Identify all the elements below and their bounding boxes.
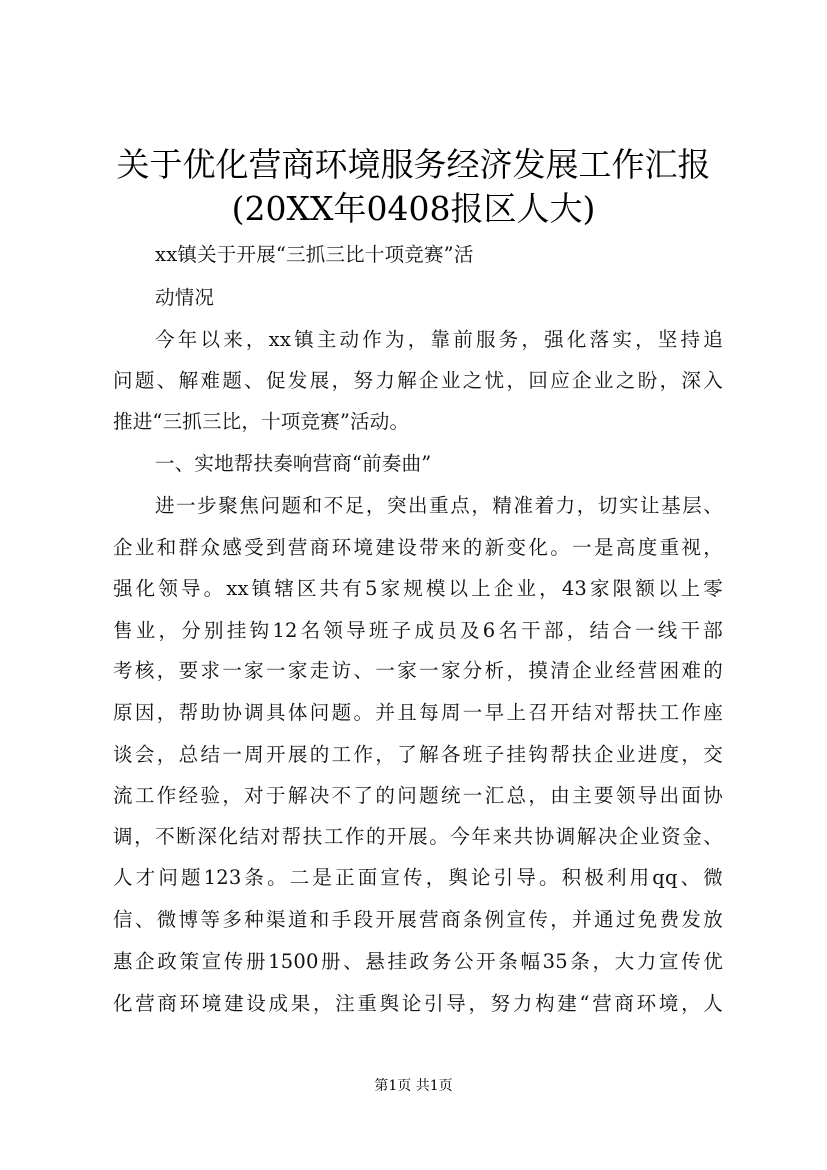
body-line: 今年以来，xx镇主动作为，靠前服务，强化落实，坚持追 (155, 328, 723, 351)
body-line: 企业和群众感受到营商环境建设带来的新变化。一是高度重视， (113, 536, 723, 559)
document-title-line-1: 关于优化营商环境服务经济发展工作汇报 (116, 145, 711, 184)
body-line: 考核，要求一家一家走访、一家一家分析，摸清企业经营困难的 (113, 659, 723, 682)
section-heading: 一、实地帮扶奏响营商“前奏曲” (155, 452, 432, 475)
body-line: xx镇关于开展“三抓三比十项竞赛”活 (155, 243, 474, 266)
body-line: 调，不断深化结对帮扶工作的开展。今年来共协调解决企业资金、 (113, 825, 723, 848)
body-line: 人才问题123条。二是正面宣传，舆论引导。积极利用qq、微 (113, 866, 723, 889)
body-line: 流工作经验，对于解决不了的问题统一汇总，由主要领导出面协 (113, 784, 723, 807)
body-line: 进一步聚焦问题和不足，突出重点，精准着力，切实让基层、 (155, 494, 723, 517)
body-line: 售业，分别挂钩12名领导班子成员及6名干部，结合一线干部 (113, 619, 723, 642)
body-line: 信、微博等多种渠道和手段开展营商条例宣传，并通过免费发放 (113, 908, 723, 931)
document-title-line-2: (20XX年0408报区人大) (231, 189, 596, 228)
body-line: 惠企政策宣传册1500册、悬挂政务公开条幅35条，大力宣传优 (113, 950, 723, 973)
body-line: 问题、解难题、促发展，努力解企业之忧，回应企业之盼，深入 (113, 369, 723, 392)
body-line: 动情况 (155, 286, 215, 309)
body-line: 强化领导。xx镇辖区共有5家规模以上企业，43家限额以上零 (113, 577, 723, 600)
page-number-footer: 第1页 共1页 (374, 1078, 453, 1094)
body-line: 谈会，总结一周开展的工作，了解各班子挂钩帮扶企业进度，交 (113, 743, 723, 766)
body-line: 化营商环境建设成果，注重舆论引导，努力构建“营商环境，人 (113, 992, 723, 1015)
body-line: 原因，帮助协调具体问题。并且每周一早上召开结对帮扶工作座 (113, 701, 723, 724)
body-line: 推进“三抓三比，十项竞赛”活动。 (113, 410, 410, 433)
